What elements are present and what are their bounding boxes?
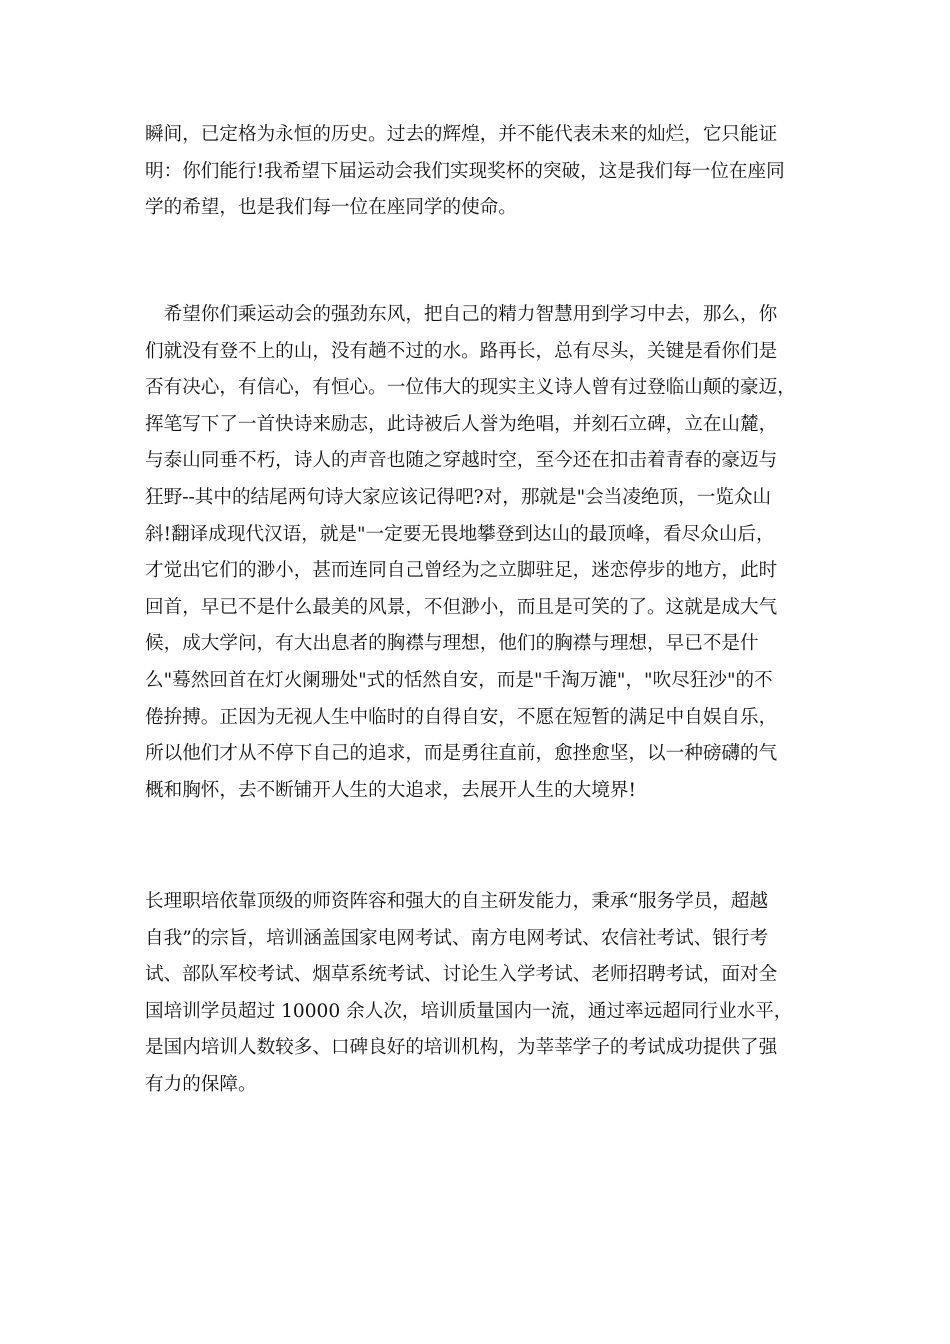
text-line: 狂野--其中的结尾两句诗大家应该记得吧?对，那就是"会当凌绝顶，一览众山 (145, 486, 772, 508)
text-line: 有力的保障。 (145, 1073, 257, 1095)
text-line: 斜!翻译成现代汉语，就是"一定要无畏地攀登到达山的最顶峰，看尽众山后， (145, 523, 775, 545)
paragraph-institution-ad (145, 884, 810, 1104)
text-line: 长理职培依靠顶级的师资阵容和强大的自主研发能力，秉承“服务学员，超越 (145, 891, 769, 912)
text-line: 们就没有登不上的山，没有趟不过的水。路再长，总有尽头，关键是看你们是 (145, 340, 778, 362)
text-line: 所以他们才从不停下自己的追求，而是勇往直前，愈挫愈坚，以一种磅礴的气 (145, 743, 778, 765)
text-line: 学的希望，也是我们每一位在座同学的使命。 (145, 197, 517, 219)
text-line: 自我”的宗旨，培训涵盖国家电网考试、南方电网考试、农信社考试、银行考 (145, 927, 769, 949)
text-line: 明：你们能行!我希望下届运动会我们实现奖杯的突破，这是我们每一位在座同 (145, 160, 785, 182)
text-line: 国培训学员超过 10000 余人次，培训质量国内一流，通过率远超同行业水平， (145, 1000, 793, 1022)
paragraph-closing-remarks (145, 117, 810, 227)
text-line: 试、部队军校考试、烟草系统考试、讨论生入学考试、老师招聘考试，面对全 (145, 964, 778, 986)
text-line: 挥笔写下了一首快诗来励志，此诗被后人誉为绝唱，并刻石立碑，立在山麓， (145, 413, 778, 435)
text-line: 么"蓦然回首在灯火阑珊处"式的恬然自安，而是"千淘万漉"，"吹尽狂沙"的不 (145, 669, 773, 691)
text-line: 是国内培训人数较多、口碑良好的培训机构，为莘莘学子的考试成功提供了强 (145, 1037, 778, 1059)
text-line: 瞬间，已定格为永恒的历史。过去的辉煌，并不能代表未来的灿烂，它只能证 (145, 124, 778, 145)
text-line: 倦拚搏。正因为无视人生中临时的自得自安，不愿在短暂的满足中自娱自乐， (145, 706, 778, 728)
text-line: 与泰山同垂不朽，诗人的声音也随之穿越时空，至今还在扣击着青春的豪迈与 (145, 450, 778, 472)
text-line: 才觉出它们的渺小，甚而连同自己曾经为之立脚驻足，迷恋停步的地方，此时 (145, 560, 778, 582)
text-line: 否有决心，有信心，有恒心。一位伟大的现实主义诗人曾有过登临山颠的豪迈， (145, 377, 796, 399)
text-line: 回首，早已不是什么最美的风景，不但渺小，而且是可笑的了。这就是成大气 (145, 596, 778, 618)
text-line: 概和胸怀，去不断铺开人生的大追求，去展开人生的大境界! (145, 779, 636, 801)
text-line: 候，成大学问，有大出息者的胸襟与理想，他们的胸襟与理想，早已不是什 (145, 633, 759, 655)
text-line: 希望你们乘运动会的强劲东风，把自己的精力智慧用到学习中去，那么，你 (145, 304, 778, 325)
paragraph-encouragement (145, 297, 810, 809)
